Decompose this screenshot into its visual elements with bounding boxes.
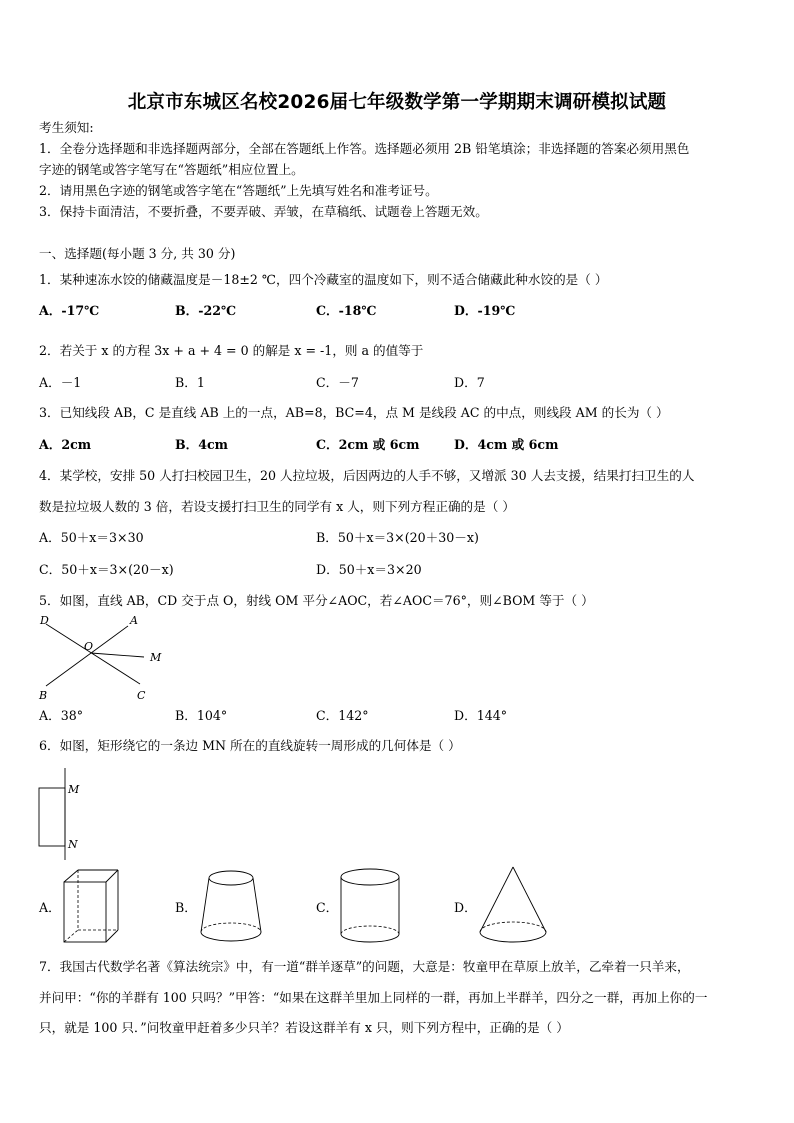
section-heading: 一、选择题(每小题 3 分, 共 30 分)	[39, 246, 236, 261]
q4-option-c: C．50＋x＝3×(20－x)	[39, 562, 174, 577]
q5-figure	[36, 612, 176, 704]
notice-line-1: 1．全卷分选择题和非选择题两部分，全部在答题纸上作答。选择题必须用 2B 铅笔填涂；非选择题的答案必须用黑色	[39, 141, 690, 156]
label-d: D	[40, 614, 49, 627]
page-title: 北京市东城区名校2026届七年级数学第一学期期末调研模拟试题	[127, 92, 667, 113]
q1-option-b: B．-22℃	[175, 303, 237, 318]
label-c: C	[137, 689, 146, 702]
q1-stem: 1．某种速冻水饺的储藏温度是－18±2 ℃，四个冷藏室的温度如下，则不适合储藏此种水饺的是（ ）	[39, 272, 608, 287]
q2-option-c: C．－7	[316, 375, 359, 390]
rectangle	[39, 788, 65, 846]
notice-heading: 考生须知:	[39, 120, 94, 135]
q6-option-d-cone	[476, 864, 550, 948]
q3-option-c: C．2cm 或 6cm	[316, 437, 420, 452]
q3-stem: 3．已知线段 AB，C 是直线 AB 上的一点，AB=8，BC=4，点 M 是线段 AC 的中点，则线段 AM 的长为（ ）	[39, 405, 669, 420]
q5-option-b: B．104°	[175, 708, 228, 723]
q7-line-3: 只，就是 100 只．”问牧童甲赶着多少只羊？若设这群羊有 x 只，则下列方程中，正确的是（ ）	[39, 1020, 569, 1035]
q7-line-1: 7．我国古代数学名著《算法统宗》中，有一道“群羊逐草”的问题，大意是：牧童甲在草原上放羊，乙牵着一只羊来，	[39, 959, 690, 974]
q1-option-c: C．-18℃	[316, 303, 377, 318]
q4-stem-line-1: 4．某学校，安排 50 人打扫校园卫生，20 人拉垃圾，后因两边的人手不够，又增派 30 人去支援，结果打扫卫生的人	[39, 468, 695, 483]
q6-option-d-label: D．	[454, 900, 477, 915]
q4-option-b: B．50＋x＝3×(20＋30－x)	[316, 530, 479, 545]
label-m: M	[150, 651, 162, 664]
q4-option-d: D．50＋x＝3×20	[316, 562, 422, 577]
q6-option-a-prism	[60, 866, 122, 946]
line-dc	[46, 624, 140, 684]
q5-stem: 5．如图，直线 AB，CD 交于点 O，射线 OM 平分∠AOC，若∠AOC＝76°，则∠BOM 等于（ ）	[39, 593, 594, 608]
q1-option-a: A．-17℃	[39, 303, 100, 318]
q4-option-a: A．50＋x＝3×30	[39, 530, 144, 545]
line-ab	[46, 626, 128, 686]
q1-option-d: D．-19℃	[454, 303, 516, 318]
q2-option-b: B．1	[175, 375, 205, 390]
notice-line-2: 字迹的钢笔或答字笔写在“答题纸”相应位置上。	[39, 162, 304, 177]
q3-option-d: D．4cm 或 6cm	[454, 437, 559, 452]
q2-option-a: A．－1	[39, 375, 82, 390]
notice-line-4: 3．保持卡面清洁，不要折叠，不要弄破、弄皱，在草稿纸、试题卷上答题无效。	[39, 204, 488, 219]
q5-option-a: A．38°	[39, 708, 84, 723]
notice-line-3: 2．请用黑色字迹的钢笔或答字笔在“答题纸”上先填写姓名和准考证号。	[39, 183, 438, 198]
q6-stem: 6．如图，矩形绕它的一条边 MN 所在的直线旋转一周形成的几何体是（ ）	[39, 738, 461, 753]
label-a: A	[130, 614, 138, 627]
label-m: M	[68, 783, 80, 796]
q5-option-d: D．144°	[454, 708, 508, 723]
q6-option-b-frustum	[197, 866, 265, 946]
q6-option-c-cylinder	[338, 866, 402, 946]
q6-option-b-label: B．	[175, 900, 197, 915]
q6-option-a-label: A．	[39, 900, 61, 915]
label-b: B	[39, 689, 48, 702]
q5-option-c: C．142°	[316, 708, 369, 723]
q6-rectangle-figure	[36, 766, 96, 862]
label-n: N	[68, 838, 78, 851]
q3-option-b: B．4cm	[175, 437, 228, 452]
q4-stem-line-2: 数是拉垃圾人数的 3 倍，若设支援打扫卫生的同学有 x 人，则下列方程正确的是（ ）	[39, 499, 515, 514]
q2-stem: 2．若关于 x 的方程 3x + a + 4 = 0 的解是 x = -1，则 a 的值等于	[39, 343, 424, 358]
label-o: O	[84, 640, 94, 653]
q7-line-2: 并问甲：“你的羊群有 100 只吗？”甲答：“如果在这群羊里加上同样的一群，再加上半群羊，四分之一群，再加上你的一	[39, 990, 708, 1005]
q3-option-a: A．2cm	[39, 437, 92, 452]
q6-option-c-label: C．	[316, 900, 339, 915]
q2-option-d: D．7	[454, 375, 485, 390]
ray-om	[91, 653, 144, 657]
